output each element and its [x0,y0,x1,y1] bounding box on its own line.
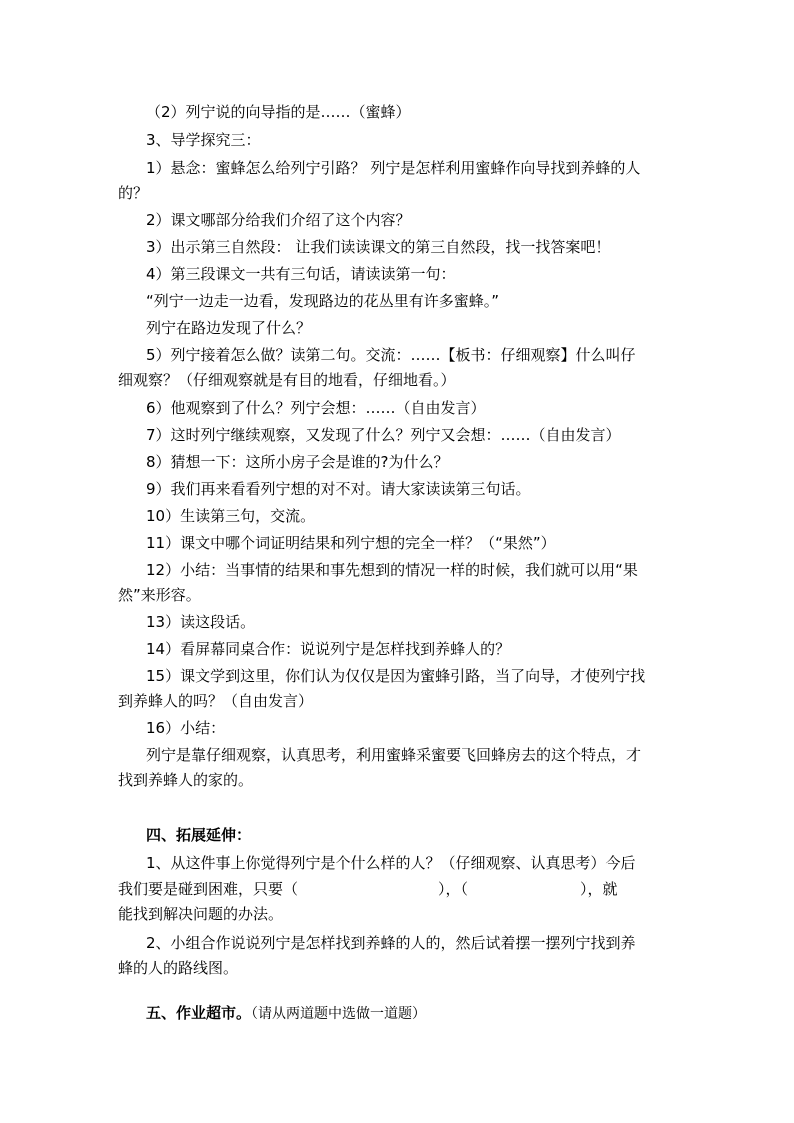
text-line: 能找到解决问题的办法。 [118,905,284,923]
text-line: 13）读这段话。 [146,613,256,631]
text-line: 6）他观察到了什么？列宁会想：……（自由发言） [146,399,486,417]
section-note: （请从两道题中选做一道题） [251,1006,427,1022]
text-line: 蜂的人的路线图。 [118,959,239,977]
section5-line [146,1003,426,1024]
text-line: 到养蜂人的吗？（自由发言） [118,692,314,710]
text-line: 然”来形容。 [118,586,201,604]
text-line: 列宁是靠仔细观察，认真思考，利用蜜蜂采蜜要飞回蜂房去的这个特点，才 [146,746,642,764]
text-line: 4）第三段课文一共有三句话，请读读第一句： [146,265,456,283]
text-line: 细观察？（仔细观察就是有目的地看，仔细地看。） [118,371,456,389]
text-line: 11）课文中哪个词证明结果和列宁想的完全一样？（“果然”） [146,534,556,552]
text-line: 找到养蜂人的家的。 [118,771,254,789]
text-line: 1）悬念：蜜蜂怎么给列宁引路？ 列宁是怎样利用蜜蜂作向导找到养蜂的人 [146,159,641,177]
text-segment: 我们要是碰到困难，只要（ [118,880,299,898]
text-line: 列宁在路边发现了什么？ [146,319,312,337]
text-line: 3、导学探究三： [146,131,261,149]
text-line: 2）课文哪部分给我们介绍了这个内容？ [146,211,411,229]
text-line: 3）出示第三自然段： 让我们读读课文的第三自然段，找一找答案吧！ [146,238,611,256]
fill-blank-line [118,879,618,899]
text-line: 5）列宁接着怎么做？读第二句。交流：……【板书：仔细观察】什么叫仔 [146,346,636,364]
text-line: 12）小结：当事情的结果和事先想到的情况一样的时候，我们就可以用“果 [146,561,638,579]
section-heading: 四、拓展延伸： [146,826,252,844]
text-segment: ），就 [580,880,618,898]
text-line: 7）这时列宁继续观察，又发现了什么？列宁又会想：……（自由发言） [146,426,621,444]
text-line: （2）列宁说的向导指的是……（蜜蜂） [146,103,411,121]
text-line: 的？ [118,184,149,202]
section-heading: 五、作业超市。 [146,1004,252,1022]
text-line: 15）课文学到这里，你们认为仅仅是因为蜜蜂引路，当了向导，才使列宁找 [146,667,646,685]
text-line: 1、从这件事上你觉得列宁是个什么样的人？（仔细观察、认真思考）今后 [146,854,636,872]
text-line: 16）小结： [146,719,226,737]
text-segment: ），（ [438,880,469,898]
quote-line: “列宁一边走一边看，发现路边的花丛里有许多蜜蜂。” [146,292,500,310]
text-line: 10）生读第三句，交流。 [146,507,316,525]
text-line: 2、小组合作说说列宁是怎样找到养蜂的人的，然后试着摆一摆列宁找到养 [146,934,636,952]
text-line: 8）猜想一下：这所小房子会是谁的?为什么？ [146,453,449,471]
text-line: 14）看屏幕同桌合作：说说列宁是怎样找到养蜂人的？ [146,640,511,658]
text-line: 9）我们再来看看列宁想的对不对。请大家读读第三句话。 [146,480,531,498]
